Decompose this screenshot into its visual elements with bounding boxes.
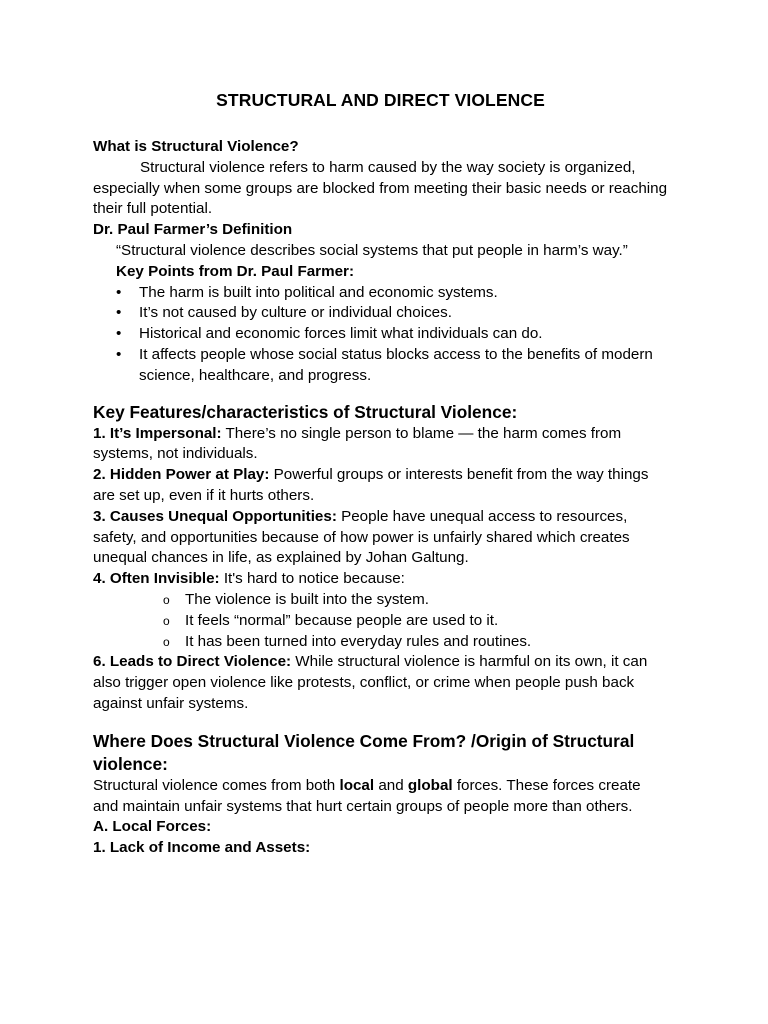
feature-item: 2. Hidden Power at Play: Powerful groups or interests benefit from the way things are set up, even if it hurts others. <box>93 466 649 504</box>
section-heading-origin: Where Does Structural Violence Come From? /Origin of Structural violence: <box>93 730 635 774</box>
feature-item: 4. Often Invisible: It's hard to notice because: <box>93 570 405 588</box>
key-points-heading: Key Points from Dr. Paul Farmer: <box>116 262 355 280</box>
farmer-definition-heading: Dr. Paul Farmer’s Definition <box>93 221 293 239</box>
key-points-list <box>93 283 668 387</box>
list-item: • The harm is built into political and economic systems. <box>116 283 668 304</box>
list-item: • Historical and economic forces limit what individuals can do. <box>116 324 668 345</box>
circle-bullet-icon: o <box>163 592 170 607</box>
definition-paragraph: Structural violence refers to harm caused by the way society is organized, especially when some groups are blocked from meeting their basic needs or reaching their full potential. <box>93 158 668 218</box>
invisible-points-list <box>93 590 668 652</box>
list-item: • It’s not caused by culture or individual choices. <box>116 303 668 324</box>
feature-item: 3. Causes Unequal Opportunities: People have unequal access to resources, safety, and opportunities because of how power is unfairly shared which creates unequal chances in life, as explained by Johan Galtung. <box>93 507 630 567</box>
bullet-icon: • <box>116 345 122 363</box>
list-item: o The violence is built into the system. <box>163 590 668 611</box>
section-heading-what-is: What is Structural Violence? <box>93 138 299 155</box>
circle-bullet-icon: o <box>163 613 170 628</box>
origin-intro-paragraph: Structural violence comes from both local and global forces. These forces create and maintain unfair systems that hurt certain groups of people more than others. <box>93 776 641 815</box>
feature-item: 1. It’s Impersonal: There’s no single person to blame — the harm comes from systems, not individuals. <box>93 424 622 463</box>
document-title: STRUCTURAL AND DIRECT VIOLENCE <box>216 90 545 110</box>
list-item: o It has been turned into everyday rules and routines. <box>163 632 668 653</box>
list-item: o It feels “normal” because people are used to it. <box>163 611 668 632</box>
circle-bullet-icon: o <box>163 634 170 649</box>
bullet-icon: • <box>116 304 122 322</box>
section-heading-key-features: Key Features/characteristics of Structural Violence: <box>93 401 518 422</box>
list-item: • It affects people whose social status blocks access to the benefits of modern science, healthcare, and progress. <box>116 345 653 384</box>
feature-item: 6. Leads to Direct Violence: While structural violence is harmful on its own, it can also trigger open violence like protests, conflict, or crime when people push back against unfair systems. <box>93 653 648 712</box>
farmer-quote: “Structural violence describes social systems that put people in harm’s way.” <box>116 241 628 259</box>
bullet-icon: • <box>116 283 122 301</box>
lack-income-heading: 1. Lack of Income and Assets: <box>93 839 311 857</box>
bullet-icon: • <box>116 325 122 343</box>
local-forces-heading: A. Local Forces: <box>93 818 212 836</box>
